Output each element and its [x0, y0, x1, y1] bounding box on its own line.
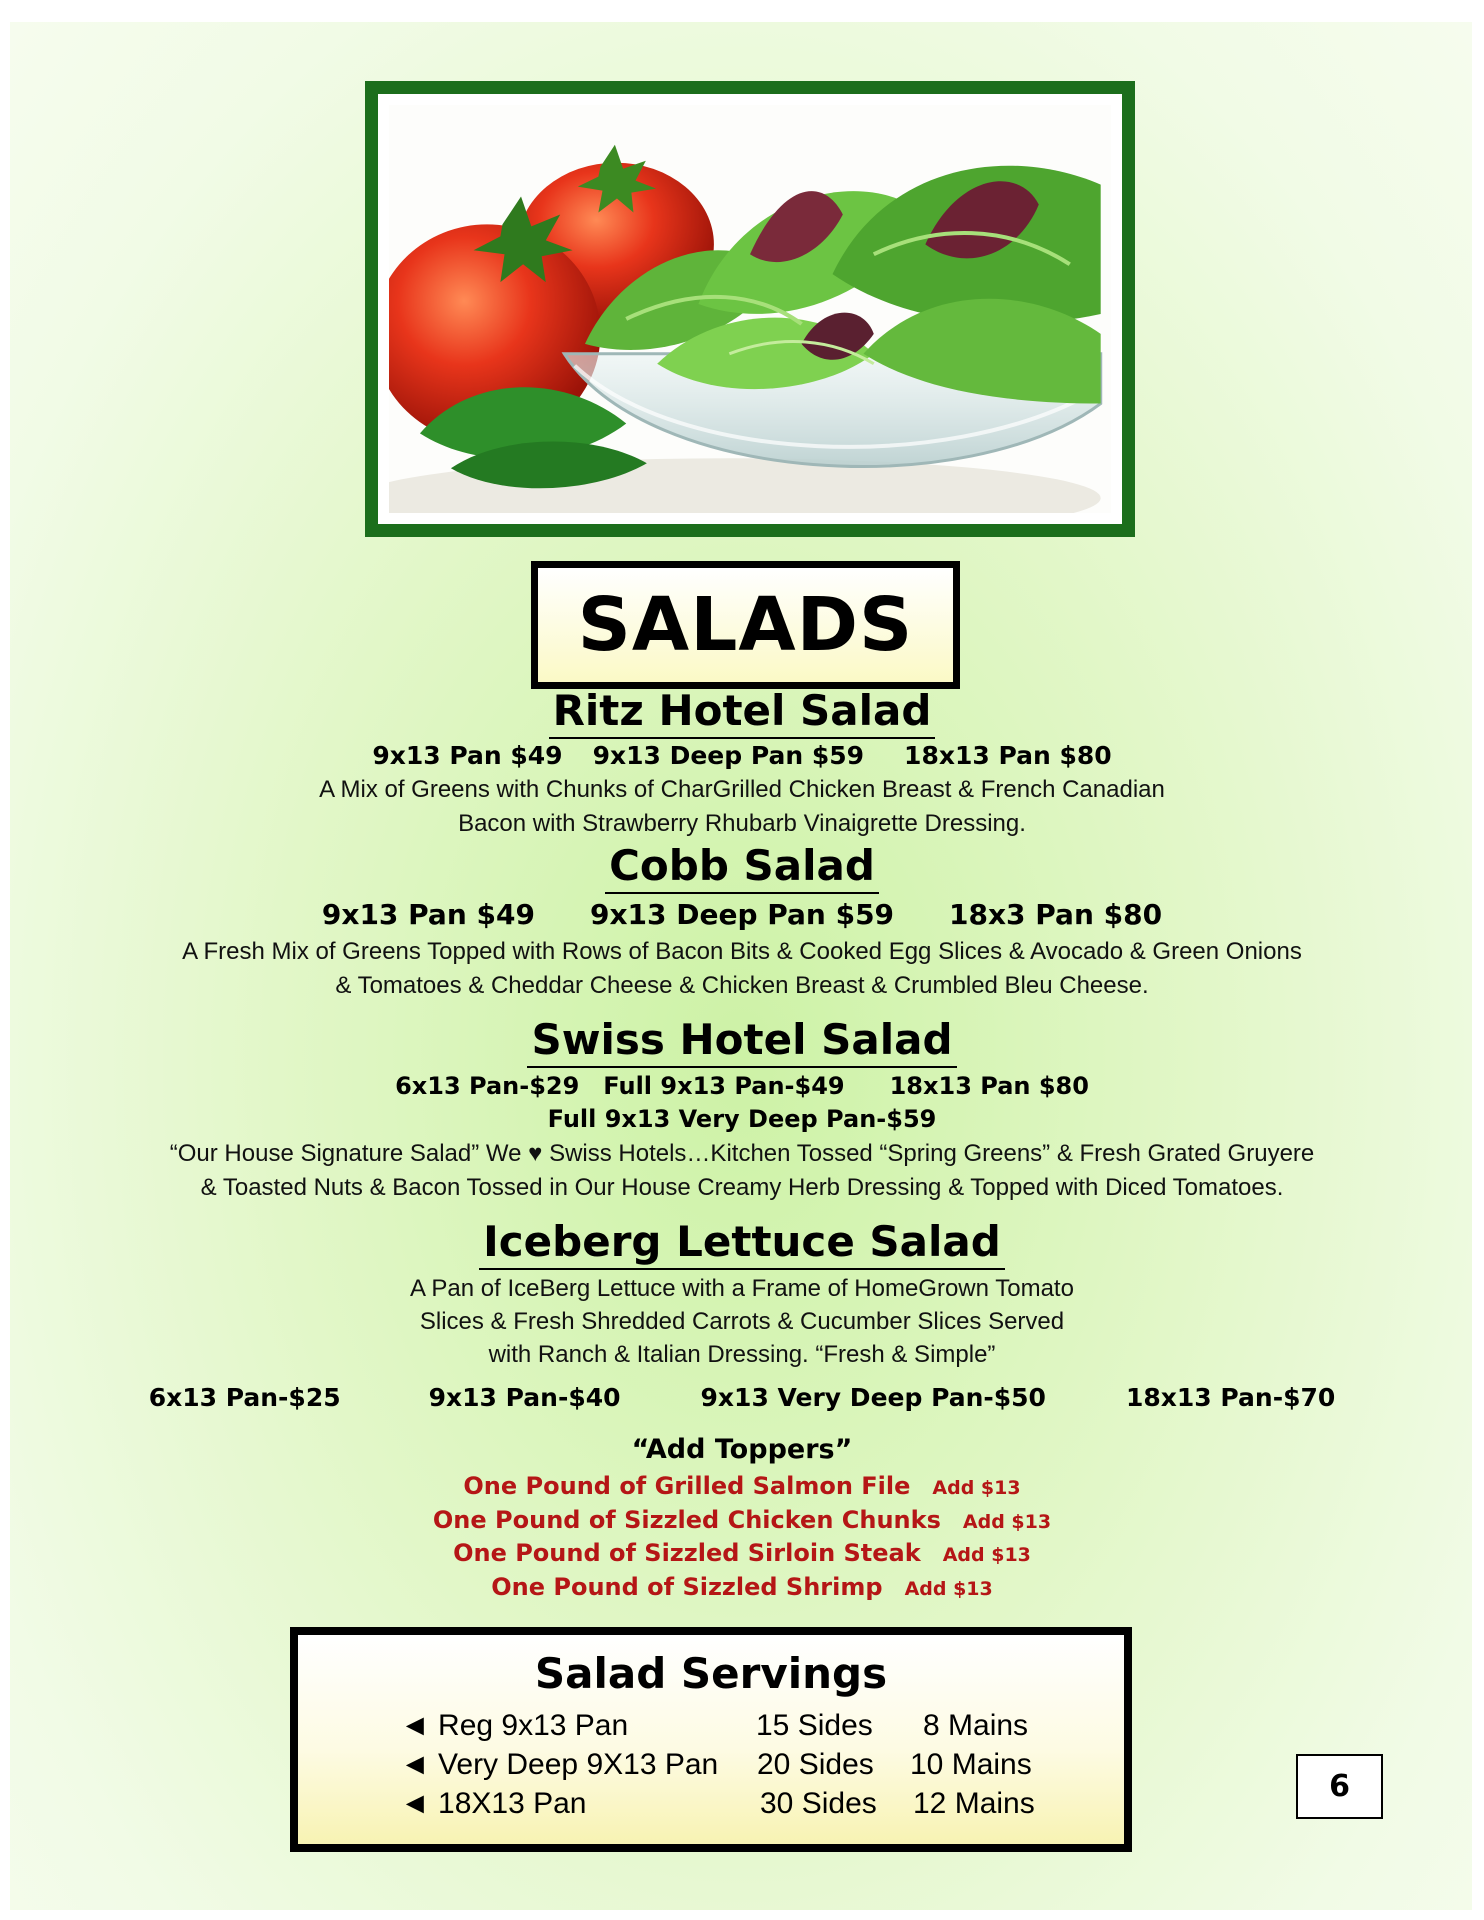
topper-label: One Pound of Sizzled Shrimp	[491, 1573, 883, 1601]
servings-pan: ◄ 18X13 Pan	[400, 1787, 587, 1820]
price-option: 6x13 Pan-$25	[148, 1383, 341, 1412]
topper-price: Add $13	[932, 1477, 1021, 1499]
item-description-line: Bacon with Strawberry Rhubarb Vinaigrette Dressing.	[458, 810, 1026, 837]
page-heading: SALADS	[577, 582, 914, 668]
topper-item	[0, 1472, 1484, 1500]
servings-sides: 30 Sides	[760, 1787, 877, 1820]
servings-mains: 12 Mains	[913, 1787, 1035, 1820]
salad-photo	[389, 105, 1111, 513]
item-title-swiss: Swiss Hotel Salad	[0, 1014, 1484, 1066]
toppers-title: “Add Toppers”	[631, 1434, 853, 1465]
price-option: 18x13 Pan-$70	[1125, 1383, 1336, 1412]
item-title-cobb: Cobb Salad	[0, 840, 1484, 892]
salad-photo-frame	[365, 81, 1135, 537]
servings-row	[298, 1787, 1124, 1823]
price-option: Full 9x13 Pan-$49	[603, 1072, 845, 1100]
item-description-line: & Tomatoes & Cheddar Cheese & Chicken Breast & Crumbled Bleu Cheese.	[335, 972, 1149, 999]
item-prices-ritz	[0, 741, 1484, 770]
price-option: 9x13 Very Deep Pan-$50	[700, 1383, 1046, 1412]
price-option: 9x13 Pan-$40	[428, 1383, 621, 1412]
servings-row	[298, 1748, 1124, 1784]
item-description-line: with Ranch & Italian Dressing. “Fresh & Simple”	[488, 1341, 996, 1368]
price-option: 6x13 Pan-$29	[395, 1072, 580, 1100]
item-description-line: A Fresh Mix of Greens Topped with Rows of Bacon Bits & Cooked Egg Slices & Avocado & Green Onions	[182, 938, 1302, 965]
topper-label: One Pound of Sizzled Chicken Chunks	[432, 1506, 941, 1534]
price-option: 9x13 Pan $49	[372, 741, 563, 770]
item-prices-iceberg	[0, 1383, 1484, 1412]
price-option: Full 9x13 Very Deep Pan-$59	[547, 1105, 937, 1133]
topper-label: One Pound of Sizzled Sirloin Steak	[453, 1539, 921, 1567]
item-description-line: “Our House Signature Salad” We ♥ Swiss Hotels…Kitchen Tossed “Spring Greens” & Fresh Grated Gruyere	[169, 1140, 1315, 1167]
servings-row	[298, 1709, 1124, 1745]
item-prices-cobb	[0, 898, 1484, 931]
item-description-line: & Toasted Nuts & Bacon Tossed in Our House Creamy Herb Dressing & Topped with Diced Tomatoes.	[200, 1174, 1284, 1201]
topper-item	[0, 1506, 1484, 1534]
page-number: 6	[1296, 1754, 1383, 1819]
servings-sides: 15 Sides	[756, 1709, 873, 1742]
topper-price: Add $13	[904, 1578, 993, 1600]
topper-item	[0, 1539, 1484, 1567]
item-title-ritz: Ritz Hotel Salad	[0, 685, 1484, 737]
servings-mains: 8 Mains	[923, 1709, 1029, 1742]
servings-box	[290, 1627, 1132, 1852]
price-option: 18x13 Pan $80	[904, 741, 1112, 770]
salad-illustration	[389, 105, 1111, 513]
item-description-line: A Pan of IceBerg Lettuce with a Frame of HomeGrown Tomato	[410, 1275, 1074, 1302]
item-description-line: A Mix of Greens with Chunks of CharGrilled Chicken Breast & French Canadian	[319, 776, 1165, 803]
item-description-line: Slices & Fresh Shredded Carrots & Cucumber Slices Served	[419, 1308, 1065, 1335]
servings-sides: 20 Sides	[757, 1748, 874, 1781]
price-option: 18x13 Pan $80	[889, 1072, 1089, 1100]
servings-title: Salad Servings	[534, 1649, 888, 1698]
price-option: 9x13 Deep Pan $59	[592, 741, 865, 770]
salads-heading-box	[531, 561, 960, 689]
item-title-iceberg: Iceberg Lettuce Salad	[0, 1216, 1484, 1268]
topper-label: One Pound of Grilled Salmon File	[463, 1472, 911, 1500]
price-option: 9x13 Pan $49	[321, 898, 535, 931]
price-option: 9x13 Deep Pan $59	[589, 898, 895, 931]
item-prices-swiss	[0, 1072, 1484, 1100]
servings-pan: ◄ Reg 9x13 Pan	[400, 1709, 629, 1742]
price-option: 18x3 Pan $80	[949, 898, 1163, 931]
topper-price: Add $13	[962, 1511, 1052, 1533]
topper-item	[0, 1573, 1484, 1601]
servings-mains: 10 Mains	[910, 1748, 1032, 1781]
topper-price: Add $13	[942, 1544, 1031, 1566]
servings-pan: ◄ Very Deep 9X13 Pan	[400, 1748, 719, 1781]
